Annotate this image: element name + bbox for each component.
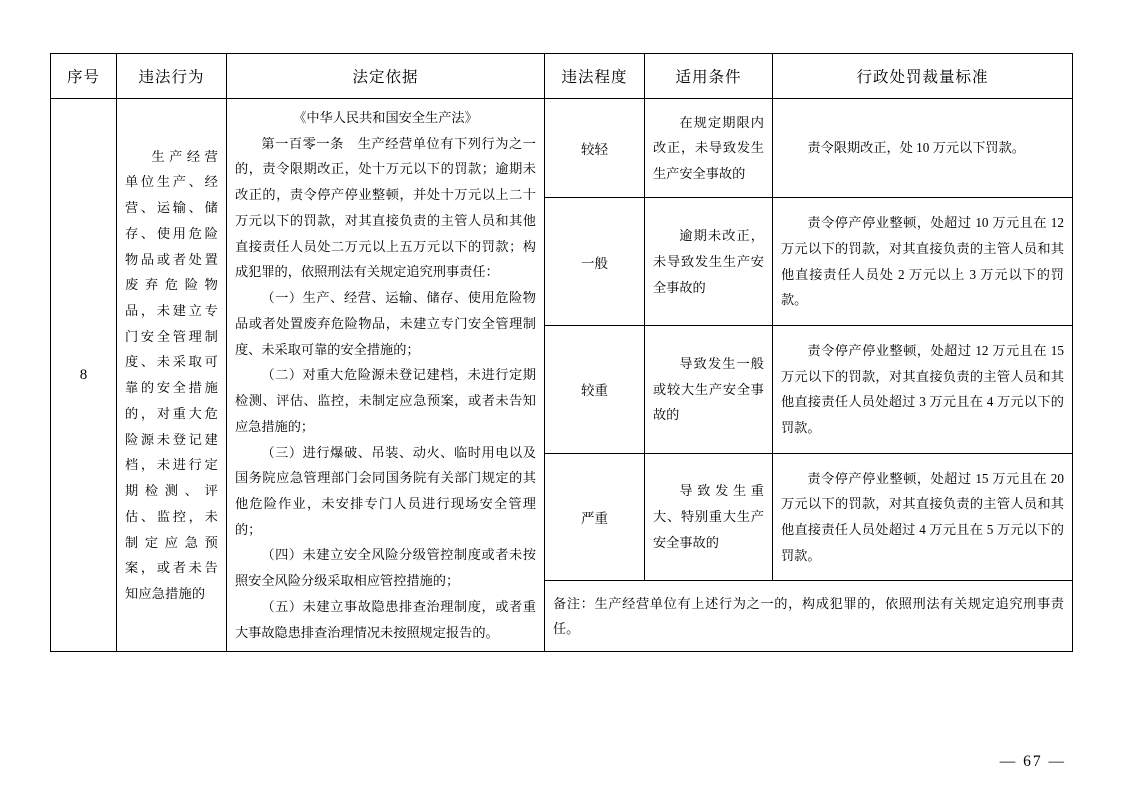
cell-standard-4 — [773, 453, 1073, 581]
page-number: — 67 — — [999, 753, 1066, 770]
cell-degree-4: 严重 — [545, 453, 645, 581]
cell-condition-3 — [645, 326, 773, 454]
illegal-act-text: 生产经营单位生产、经营、运输、储存、使用危险物品或者处置废弃危险物品，未建立专门安全管理制度、未采取可靠的安全措施的，对重大危险源未登记建档，未进行定期检测、评估、监控，未制定应急预案，或者未告知应急措施的 — [125, 148, 218, 602]
legal-basis-item-1: （一）生产、经营、运输、储存、使用危险物品或者处置废弃危险物品，未建立专门安全管理制度、未采取可靠的安全措施的； — [235, 290, 536, 357]
cell-sequence-number: 8 — [51, 99, 117, 652]
legal-basis-item-4: （四）未建立安全风险分级管控制度或者未按照安全风险分级采取相应管控措施的； — [235, 547, 536, 589]
column-header-condition: 适用条件 — [645, 54, 773, 99]
penalty-discretion-table — [50, 53, 1073, 652]
legal-basis-title: 《中华人民共和国安全生产法》 — [293, 110, 478, 125]
column-header-no: 序号 — [51, 54, 117, 99]
column-header-standard: 行政处罚裁量标准 — [773, 54, 1073, 99]
standard-text-4: 责令停产停业整顿，处超过 15 万元且在 20 万元以下的罚款，对其直接负责的主管人员和其他直接责任人员处超过 4 万元且在 5 万元以下的罚款。 — [781, 470, 1064, 563]
legal-basis-item-5: （五）未建立事故隐患排查治理制度，或者重大事故隐患排查治理情况未按照规定报告的。 — [235, 598, 536, 640]
column-header-act: 违法行为 — [117, 54, 227, 99]
condition-text-3: 导致发生一般或较大生产安全事故的 — [653, 355, 764, 423]
penalty-discretion-table-wrapper — [50, 53, 1072, 652]
cell-standard-1 — [773, 99, 1073, 198]
cell-degree-1: 较轻 — [545, 99, 645, 198]
cell-note: 备注：生产经营单位有上述行为之一的，构成犯罪的，依照刑法有关规定追究刑事责任。 — [545, 581, 1073, 652]
cell-condition-1 — [645, 99, 773, 198]
table-row — [51, 99, 1073, 198]
table-body — [51, 99, 1073, 652]
table-header — [51, 54, 1073, 99]
cell-condition-2 — [645, 198, 773, 326]
legal-basis-item-2: （二）对重大危险源未登记建档，未进行定期检测、评估、监控，未制定应急预案，或者未告知应急措施的； — [235, 367, 536, 434]
cell-condition-4 — [645, 453, 773, 581]
legal-basis-item-3: （三）进行爆破、吊装、动火、临时用电以及国务院应急管理部门会同国务院有关部门规定的其他危险作业，未安排专门人员进行现场安全管理的； — [235, 444, 536, 537]
table-header-row — [51, 54, 1073, 99]
standard-text-3: 责令停产停业整顿，处超过 12 万元且在 15 万元以下的罚款，对其直接负责的主管人员和其他直接责任人员处超过 3 万元且在 4 万元以下的罚款。 — [781, 342, 1064, 436]
condition-text-2: 逾期未改正，未导致发生生产安全事故的 — [653, 228, 764, 295]
condition-text-1: 在规定期限内改正，未导致发生生产安全事故的 — [653, 114, 764, 182]
cell-degree-3: 较重 — [545, 326, 645, 454]
cell-degree-2: 一般 — [545, 198, 645, 326]
condition-text-4: 导致发生重大、特别重大生产安全事故的 — [653, 483, 764, 550]
cell-illegal-act — [117, 99, 227, 652]
column-header-basis: 法定依据 — [227, 54, 545, 99]
standard-text-2: 责令停产停业整顿，处超过 10 万元且在 12 万元以下的罚款，对其直接负责的主管人员和其他直接责任人员处 2 万元以上 3 万元以下的罚款。 — [781, 215, 1064, 308]
cell-standard-2 — [773, 198, 1073, 326]
standard-text-1: 责令限期改正，处 10 万元以下罚款。 — [807, 140, 1025, 156]
cell-legal-basis — [227, 99, 545, 652]
cell-standard-3 — [773, 326, 1073, 454]
legal-basis-main: 第一百零一条 生产经营单位有下列行为之一的，责令限期改正，处十万元以下的罚款；逾期未改正的，责令停产停业整顿，并处十万元以上二十万元以下的罚款，对其直接负责的主管人员和其他直接责任人员处二万元以上五万元以下的罚款；构成犯罪的，依照刑法有关规定追究刑事责任： — [235, 135, 536, 280]
column-header-degree: 违法程度 — [545, 54, 645, 99]
